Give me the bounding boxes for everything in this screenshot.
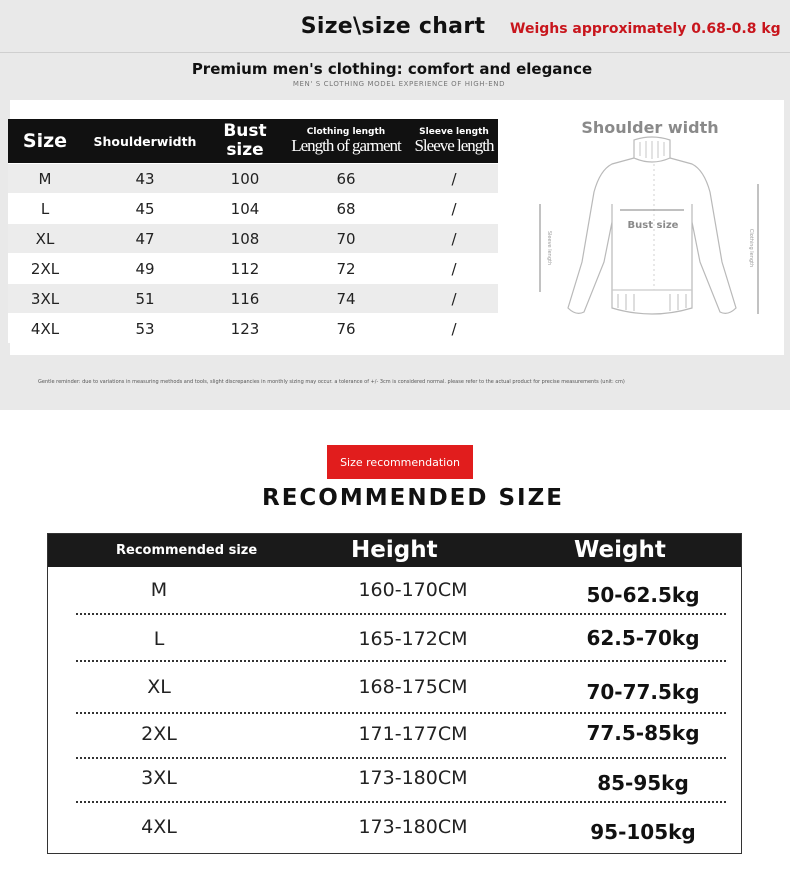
recommendation-row — [48, 628, 741, 676]
dotted-divider — [76, 613, 726, 615]
cell-sleeve: / — [410, 194, 498, 224]
cell-shoulder: 47 — [82, 224, 208, 254]
size-table — [8, 119, 498, 343]
rec-weight: 85-95kg — [597, 771, 689, 795]
header-length-small: Clothing length — [306, 127, 386, 137]
cell-bust: 112 — [208, 254, 282, 284]
dotted-divider — [76, 757, 726, 759]
clothing-length-side-label: Clothing length — [748, 228, 754, 268]
recommendation-row — [48, 767, 741, 815]
header-weight: Weight — [574, 537, 666, 563]
cell-size: L — [8, 194, 82, 224]
size-chart-panel — [0, 0, 790, 410]
header-length-serif: Length of garment — [291, 136, 401, 155]
table-row — [8, 164, 498, 194]
shoulder-width-label: Shoulder width — [581, 118, 719, 137]
header-recommended-size: Recommended size — [116, 543, 258, 558]
recommendation-row — [48, 723, 741, 771]
header-height: Height — [351, 537, 438, 563]
rec-weight: 77.5-85kg — [586, 721, 700, 745]
rec-height: 171-177CM — [358, 723, 468, 745]
cell-bust: 108 — [208, 224, 282, 254]
cell-length: 70 — [282, 224, 410, 254]
cell-shoulder: 43 — [82, 164, 208, 194]
table-row — [8, 254, 498, 284]
rec-height: 160-170CM — [358, 579, 468, 601]
cell-sleeve: / — [410, 224, 498, 254]
cell-length: 76 — [282, 314, 410, 344]
rec-size: 3XL — [141, 767, 177, 789]
header-sleeve-small: Sleeve length — [419, 127, 489, 137]
cell-sleeve: / — [410, 254, 498, 284]
garment-diagram — [520, 112, 782, 337]
cell-size: 3XL — [8, 284, 82, 314]
rec-size: 2XL — [141, 723, 177, 745]
header-bust-line1: Bust — [223, 121, 267, 141]
cell-length: 74 — [282, 284, 410, 314]
cell-shoulder: 53 — [82, 314, 208, 344]
cell-bust: 116 — [208, 284, 282, 314]
cell-size: M — [8, 164, 82, 194]
header-sleeve-length — [410, 119, 498, 164]
header-bust-size — [208, 119, 282, 164]
header-size: Size — [8, 119, 82, 164]
cell-bust: 100 — [208, 164, 282, 194]
cell-length: 66 — [282, 164, 410, 194]
recommended-size-heading: RECOMMENDED SIZE — [261, 485, 564, 511]
cell-shoulder: 45 — [82, 194, 208, 224]
cell-sleeve: / — [410, 164, 498, 194]
measurement-reminder: Gentle reminder: due to variations in measuring methods and tools, slight discrepancies in monthly sizing may occur. a tolerance of +/- 3cm is considered normal. please refer to the actual product for precise measurements (unit: cm) — [38, 379, 625, 385]
cell-sleeve: / — [410, 284, 498, 314]
cell-sleeve: / — [410, 314, 498, 344]
table-row — [8, 194, 498, 224]
subtitle-english: MEN' S CLOTHING MODEL EXPERIENCE OF HIGH-END — [292, 80, 506, 88]
recommendation-row — [48, 579, 741, 627]
rec-weight: 62.5-70kg — [586, 626, 700, 650]
cell-bust: 104 — [208, 194, 282, 224]
header-bust-line2: size — [226, 140, 264, 160]
cell-length: 68 — [282, 194, 410, 224]
bust-size-label: Bust size — [627, 220, 679, 231]
cell-size: 4XL — [8, 314, 82, 344]
size-recommendation-badge: Size recommendation — [327, 445, 473, 479]
table-row — [8, 284, 498, 314]
header-garment-length — [282, 119, 410, 164]
cell-bust: 123 — [208, 314, 282, 344]
rec-weight: 70-77.5kg — [586, 680, 700, 704]
cell-size: 2XL — [8, 254, 82, 284]
rec-weight: 50-62.5kg — [586, 583, 700, 607]
recommendation-row — [48, 816, 741, 864]
page-title-text: Size\size chart — [300, 14, 486, 39]
title-bar — [0, 0, 790, 53]
header-sleeve-serif: Sleeve length — [414, 136, 494, 155]
cell-shoulder: 49 — [82, 254, 208, 284]
rec-height: 173-180CM — [358, 767, 468, 789]
weight-note: Weighs approximately 0.68-0.8 kg — [510, 21, 781, 37]
rec-size: M — [150, 579, 168, 601]
rec-size: XL — [147, 676, 171, 698]
rec-height: 168-175CM — [358, 676, 468, 698]
cell-size: XL — [8, 224, 82, 254]
rec-height: 173-180CM — [358, 816, 468, 838]
rec-height: 165-172CM — [358, 628, 468, 650]
dotted-divider — [76, 801, 726, 803]
rec-size: L — [153, 628, 165, 650]
table-row — [8, 224, 498, 254]
cell-shoulder: 51 — [82, 284, 208, 314]
recommendation-row — [48, 676, 741, 724]
header-shoulder-width: Shoulderwidth — [82, 119, 208, 164]
dotted-divider — [76, 712, 726, 714]
dotted-divider — [76, 660, 726, 662]
size-table-header — [8, 119, 498, 164]
table-row — [8, 314, 498, 344]
sleeve-length-side-label: Sleeve length — [546, 230, 552, 266]
subtitle: Premium men's clothing: comfort and elegance — [191, 60, 593, 78]
rec-weight: 95-105kg — [590, 820, 696, 844]
recommendation-header — [48, 534, 741, 567]
rec-size: 4XL — [141, 816, 177, 838]
cell-length: 72 — [282, 254, 410, 284]
recommendation-table — [47, 533, 742, 854]
